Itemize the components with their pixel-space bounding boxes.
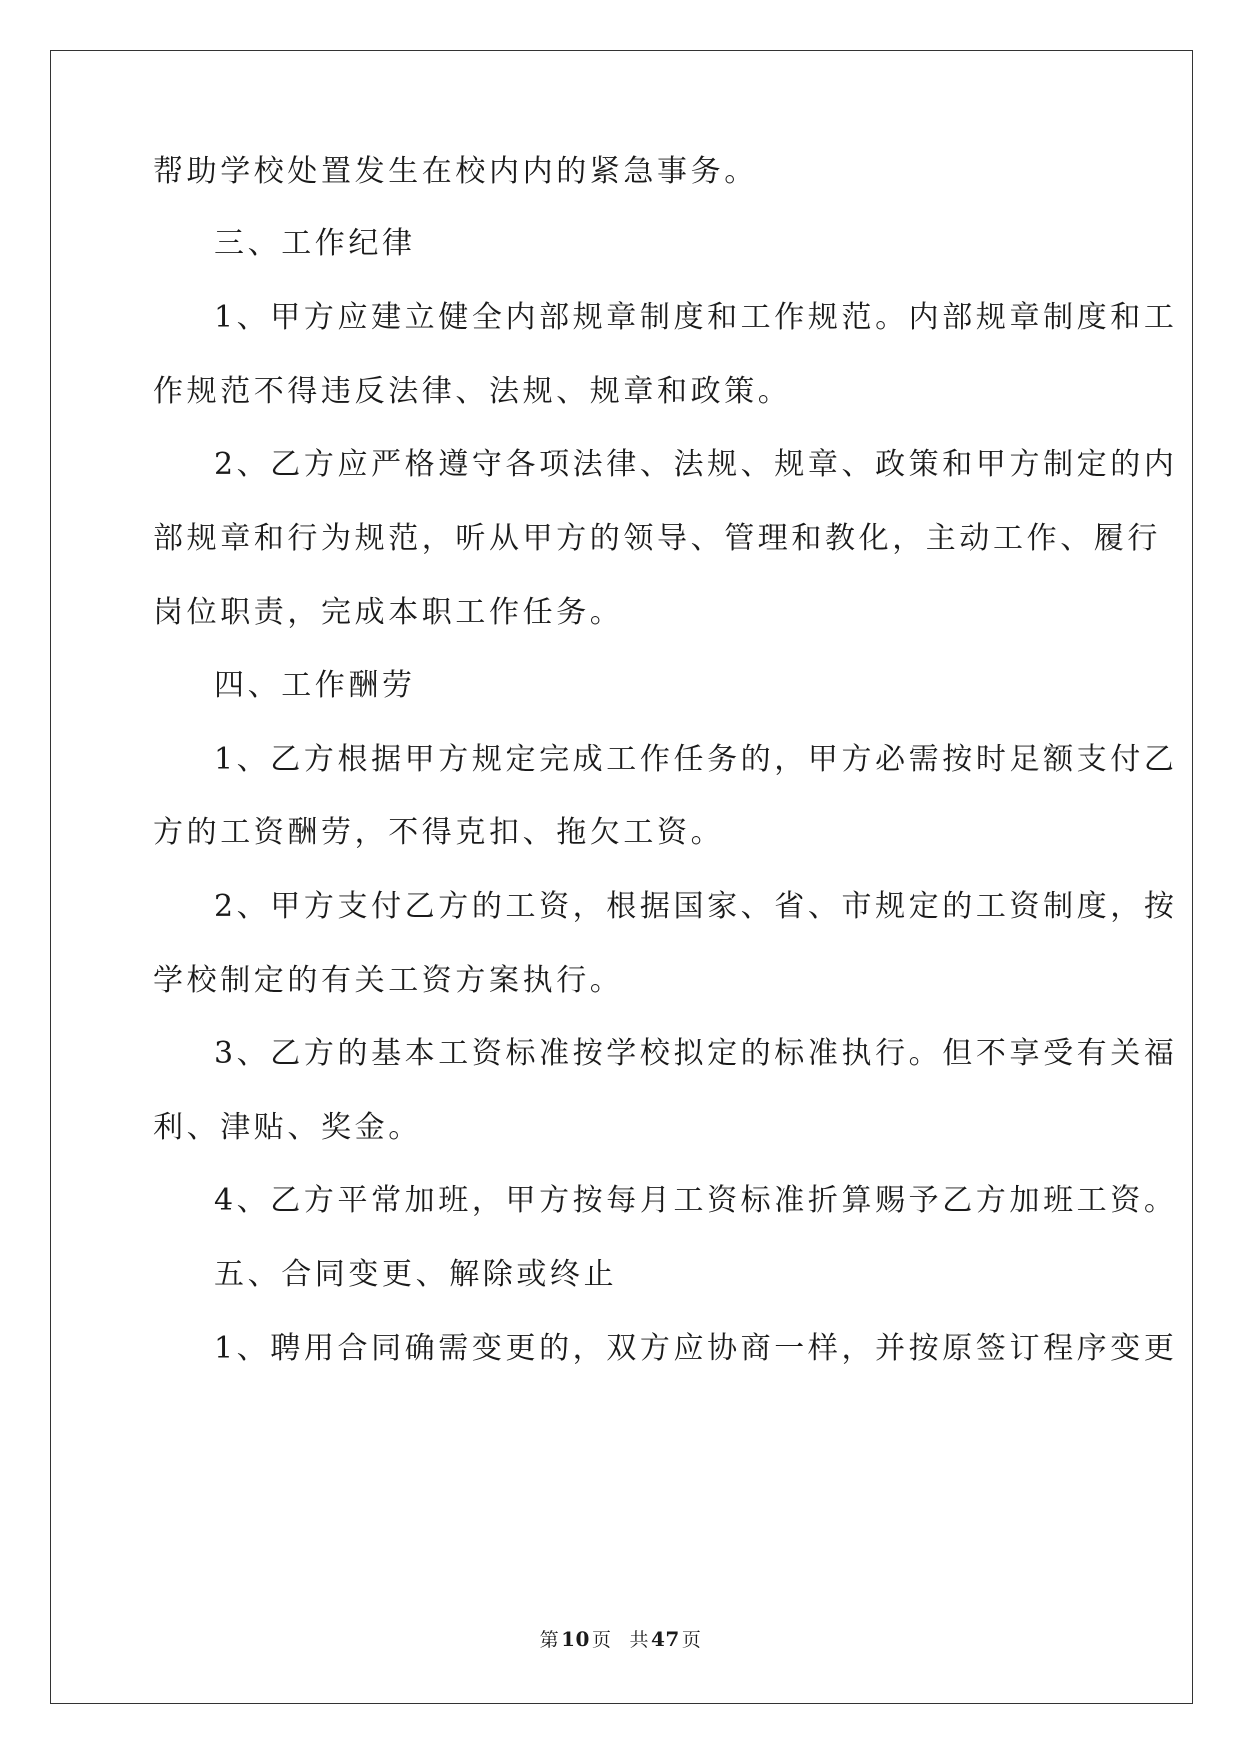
footer-prefix: 第	[539, 1629, 560, 1651]
page-footer	[0, 1627, 1241, 1652]
section-heading: 四、工作酬劳	[214, 668, 416, 703]
text-line: 方的工资酬劳，不得克扣、拖欠工资。	[153, 815, 725, 850]
text-line: 作规范不得违反法律、法规、规章和政策。	[153, 374, 792, 409]
section-heading: 五、合同变更、解除或终止	[214, 1257, 618, 1292]
text-line: 1、乙方根据甲方规定完成工作任务的，甲方必需按时足额支付乙	[214, 742, 1178, 777]
text-line: 4、乙方平常加班，甲方按每月工资标准折算赐予乙方加班工资。	[214, 1183, 1178, 1218]
text-line: 1、甲方应建立健全内部规章制度和工作规范。内部规章制度和工	[214, 300, 1178, 335]
text-line: 利、津贴、奖金。	[153, 1110, 422, 1145]
text-line: 学校制定的有关工资方案执行。	[153, 963, 624, 998]
footer-page-unit: 页	[591, 1629, 612, 1651]
text-line: 帮助学校处置发生在校内内的紧急事务。	[153, 154, 758, 189]
section-heading: 三、工作纪律	[214, 226, 416, 261]
text-line: 岗位职责，完成本职工作任务。	[153, 595, 624, 630]
text-line: 3、乙方的基本工资标准按学校拟定的标准执行。但不享受有关福	[214, 1036, 1178, 1071]
footer-total-unit: 页	[681, 1629, 702, 1651]
text-line: 2、甲方支付乙方的工资，根据国家、省、市规定的工资制度，按	[214, 889, 1178, 924]
text-line: 1、聘用合同确需变更的，双方应协商一样，并按原签订程序变更	[214, 1331, 1178, 1366]
footer-total-prefix: 共	[629, 1629, 650, 1651]
total-pages-number: 47	[651, 1627, 680, 1651]
current-page-number: 10	[561, 1627, 590, 1651]
text-line: 2、乙方应严格遵守各项法律、法规、规章、政策和甲方制定的内	[214, 447, 1178, 482]
text-line: 部规章和行为规范，听从甲方的领导、管理和教化，主动工作、履行	[153, 521, 1161, 556]
